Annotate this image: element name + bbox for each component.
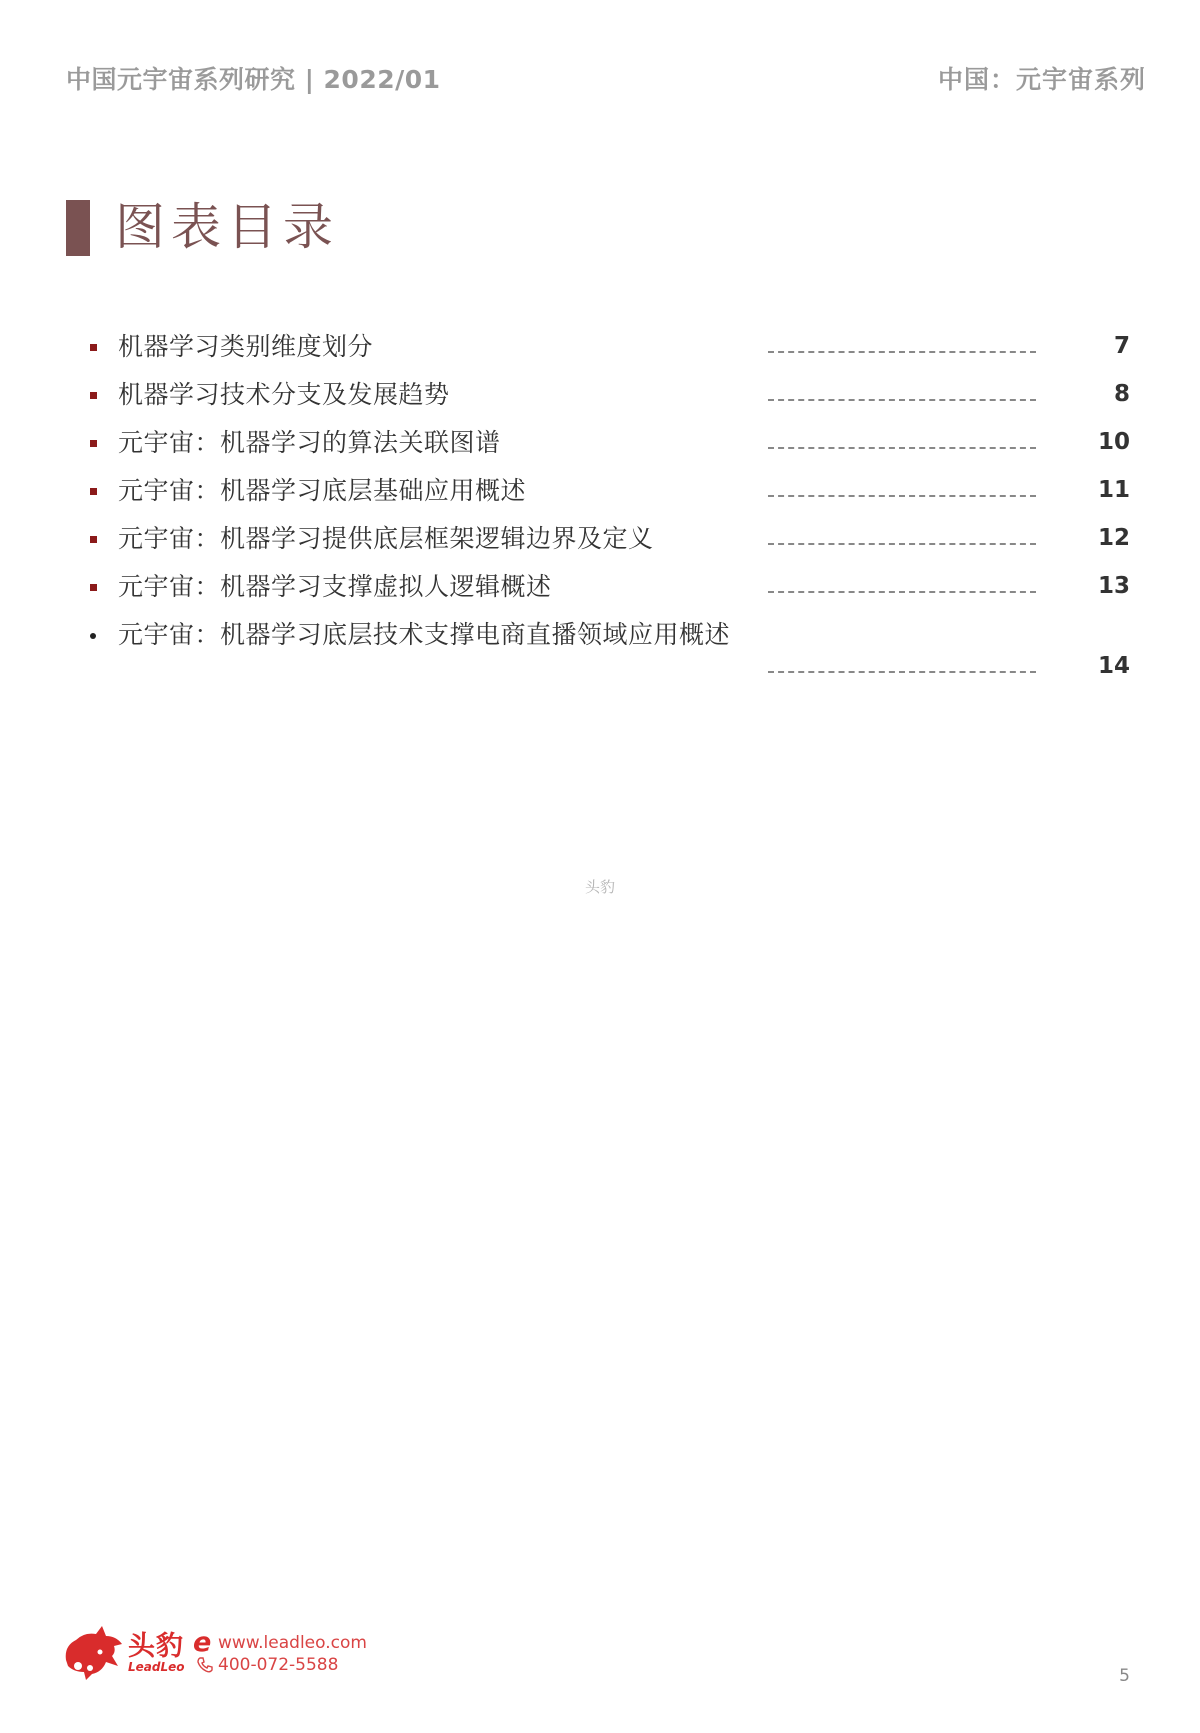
toc-item-label: 元宇宙：机器学习的算法关联图谱: [118, 428, 501, 457]
toc-item-page: 10: [1097, 429, 1130, 455]
dotted-leader: [768, 351, 1036, 353]
toc-item-page: 7: [1113, 333, 1130, 359]
round-bullet-icon: [90, 633, 96, 639]
brand-name-en: LeadLeo: [128, 1660, 185, 1674]
dotted-leader: [768, 495, 1036, 497]
phone-icon: [196, 1656, 214, 1674]
brand-name-cn: 头豹: [128, 1631, 184, 1662]
phone-number: 400-072-5588: [218, 1655, 339, 1675]
toc-item-page: 14: [1097, 653, 1130, 679]
square-bullet-icon: [90, 344, 97, 351]
square-bullet-icon: [90, 536, 97, 543]
square-bullet-icon: [90, 584, 97, 591]
page-title: 图表目录: [115, 198, 339, 256]
toc-item-page: 13: [1097, 573, 1130, 599]
square-bullet-icon: [90, 440, 97, 447]
toc-item-page: 11: [1097, 477, 1130, 503]
dotted-leader: [768, 447, 1036, 449]
toc-item-label: 元宇宙：机器学习支撑虚拟人逻辑概述: [118, 572, 552, 601]
toc-item-page: 8: [1113, 381, 1130, 407]
watermark-text: 头豹: [584, 878, 615, 896]
website-link[interactable]: www.leadleo.com: [218, 1633, 367, 1653]
square-bullet-icon: [90, 392, 97, 399]
toc-item-label: 元宇宙：机器学习底层基础应用概述: [118, 476, 527, 505]
toc-item-label: 元宇宙：机器学习提供底层框架逻辑边界及定义: [118, 524, 654, 553]
dotted-leader: [768, 591, 1036, 593]
title-accent-bar: [66, 200, 90, 256]
toc-item-label: 元宇宙：机器学习底层技术支撑电商直播领域应用概述: [118, 620, 731, 649]
header-left-title: 中国元宇宙系列研究 | 2022/01: [66, 65, 441, 94]
toc-item-page: 12: [1097, 525, 1130, 551]
header-right-title: 中国：元宇宙系列: [937, 65, 1146, 94]
square-bullet-icon: [90, 488, 97, 495]
page-number: 5: [1119, 1666, 1130, 1686]
toc-item-label: 机器学习类别维度划分: [118, 332, 374, 361]
dotted-leader: [768, 543, 1036, 545]
dotted-leader: [768, 399, 1036, 401]
web-e-icon: e: [193, 1627, 212, 1658]
toc-item-label: 机器学习技术分支及发展趋势: [118, 380, 450, 409]
leopard-logo-icon: [58, 1622, 128, 1682]
dotted-leader: [768, 671, 1036, 673]
